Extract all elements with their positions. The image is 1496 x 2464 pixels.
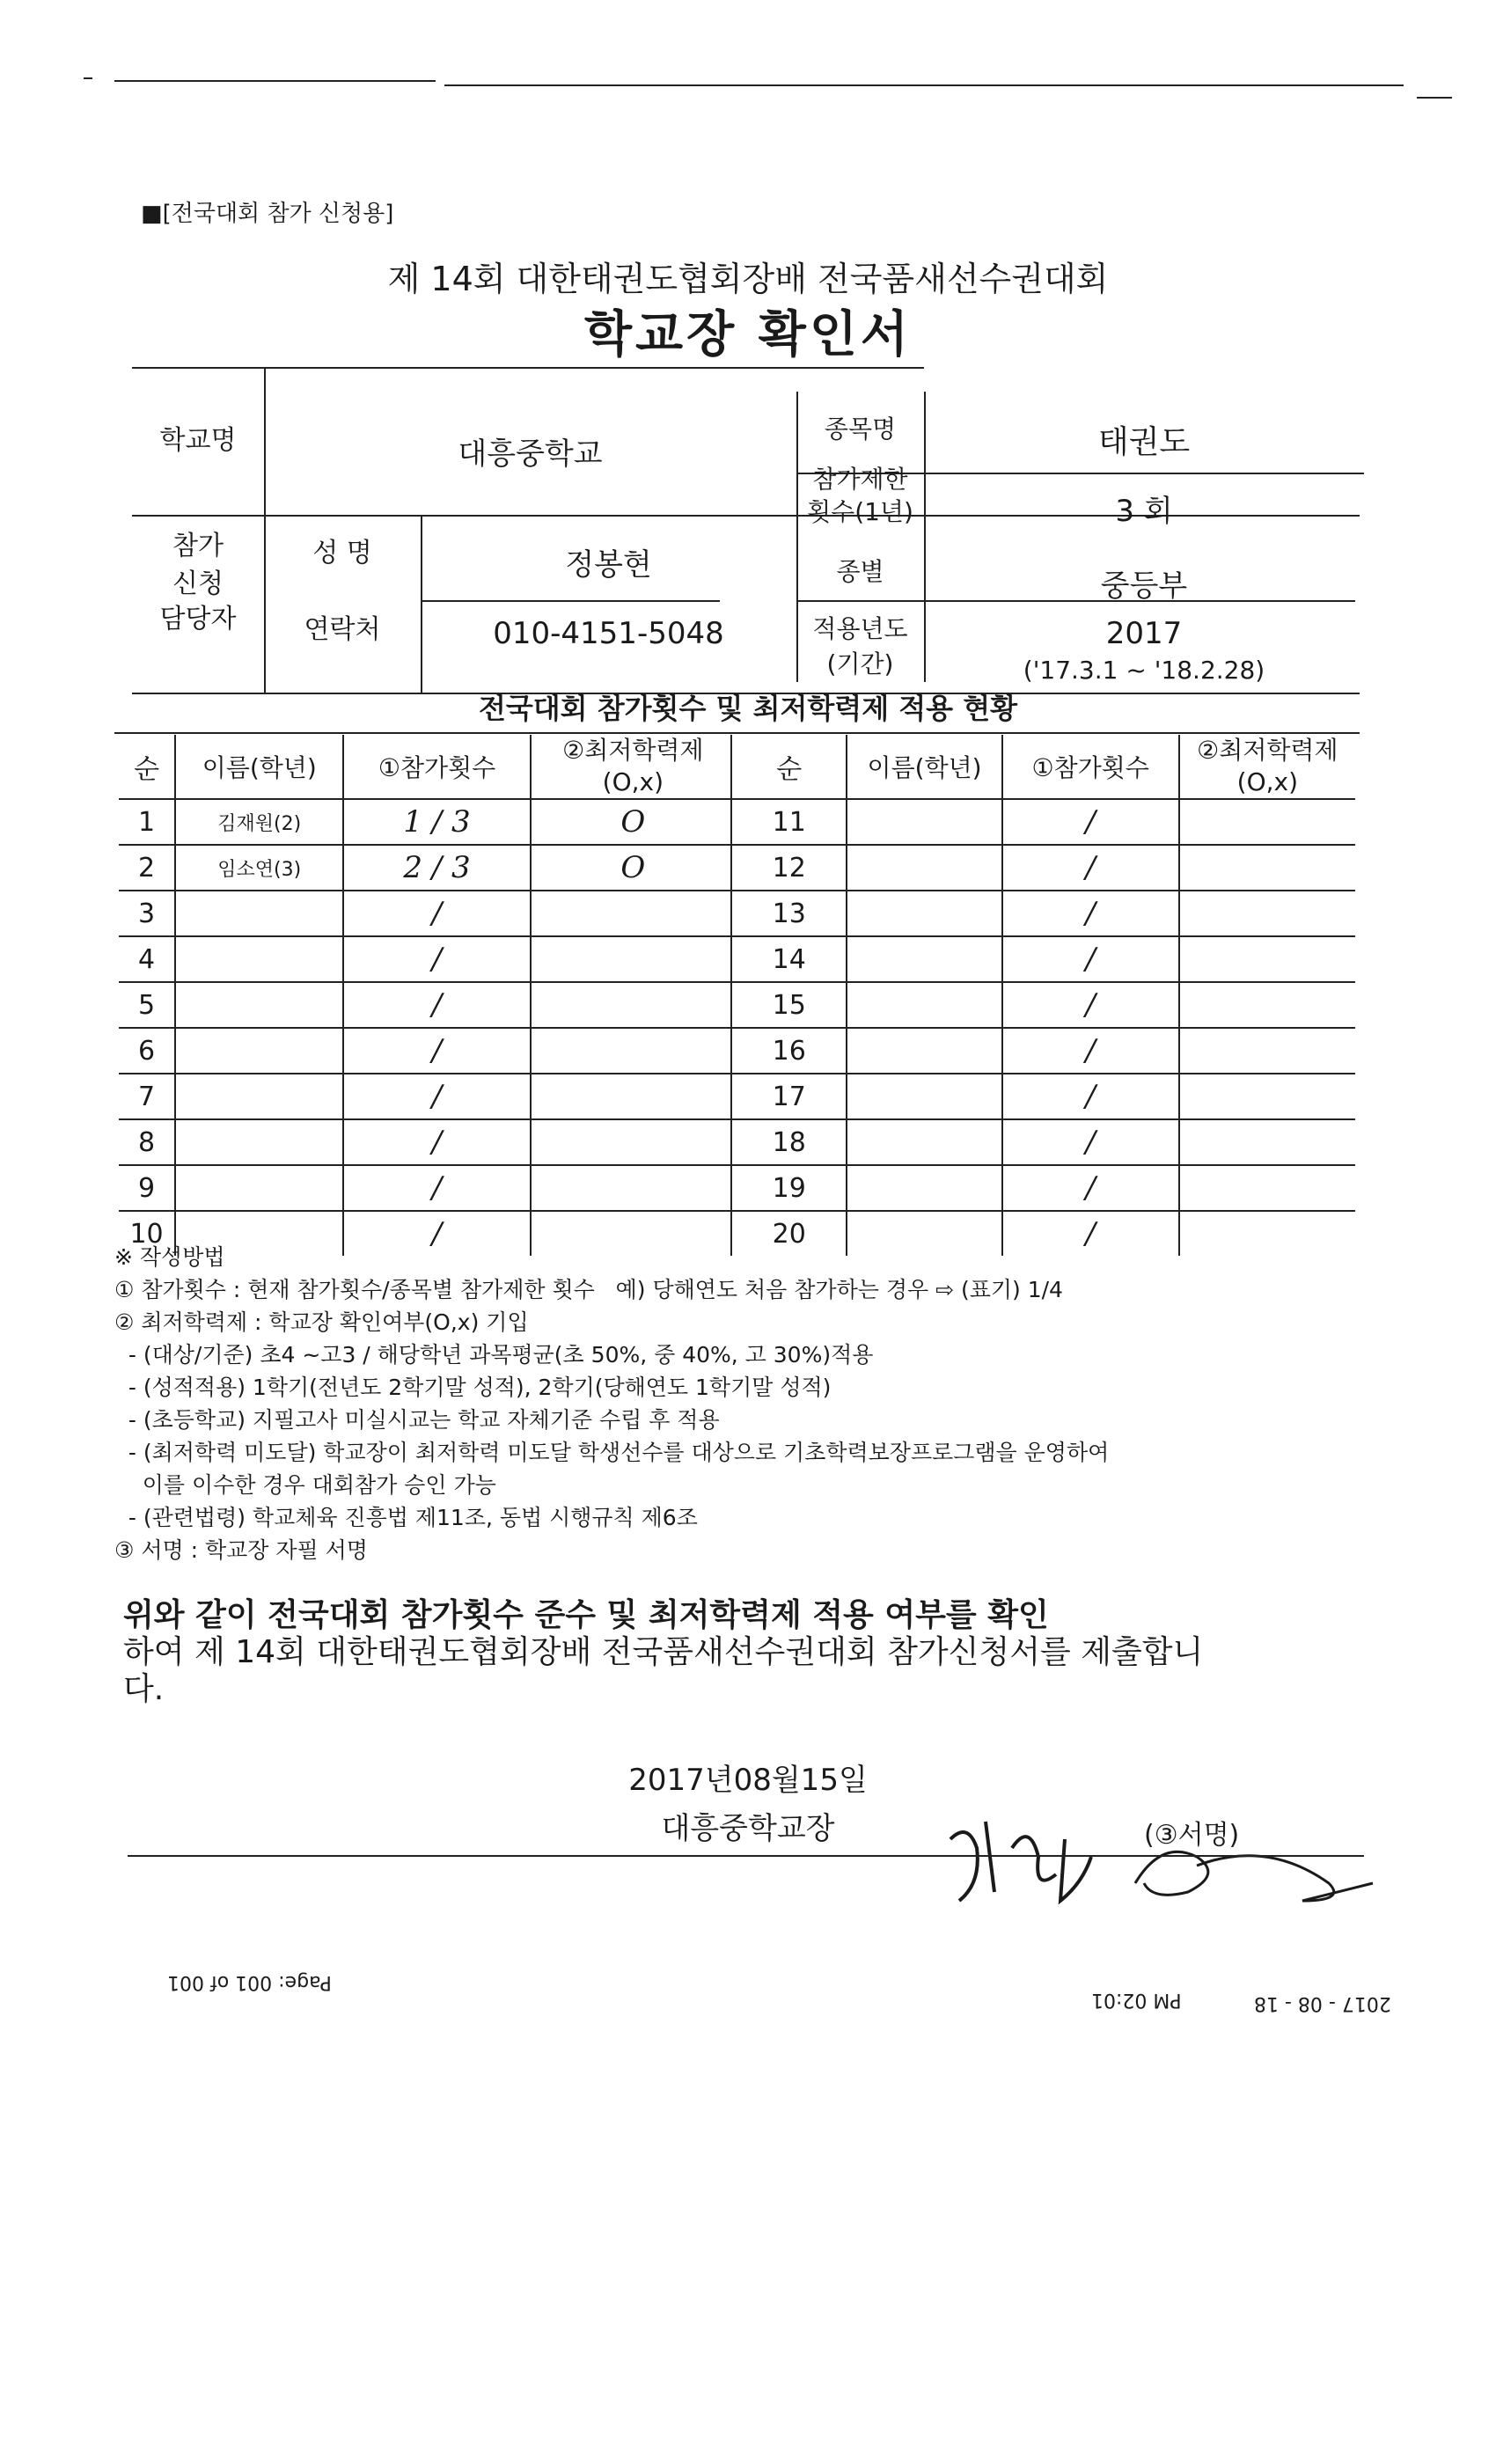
form-tag: ■[전국대회 참가 신청용] <box>141 201 394 227</box>
table-row <box>119 1074 735 1119</box>
participant-name-cell <box>847 936 1001 982</box>
participation-count-cell: 1 / 3 <box>343 799 530 845</box>
principal-title: 대흥중학교장 <box>661 1811 835 1846</box>
participation-count-cell: / <box>1002 1028 1179 1074</box>
table-row <box>119 1165 735 1211</box>
event-title: 제 14회 대한태권도협회장배 전국품새선수권대회 <box>387 260 1109 298</box>
period-value: ('17.3.1 ~ '18.2.28) <box>1023 656 1265 685</box>
header-academic <box>1179 735 1355 799</box>
manager-label-2: 신청 <box>172 568 224 599</box>
participant-name-cell <box>175 936 343 982</box>
table-row <box>119 845 735 891</box>
fax-page-footer: Page: 001 of 001 <box>167 1971 332 1993</box>
row-number-cell: 2 <box>119 845 175 891</box>
signature-rule <box>128 1855 1364 1857</box>
academic-check-cell <box>1179 1028 1355 1074</box>
academic-check-cell <box>1179 936 1355 982</box>
row-number-cell: 13 <box>731 891 847 936</box>
participation-count-cell: / <box>343 1028 530 1074</box>
table-row <box>119 891 735 936</box>
table-row <box>731 1119 1355 1165</box>
table-row <box>731 845 1355 891</box>
participant-name-cell <box>847 845 1001 891</box>
confirmation-block <box>123 1597 1355 1708</box>
participant-name-cell <box>175 1028 343 1074</box>
academic-check-cell <box>1179 891 1355 936</box>
participant-name-cell <box>847 982 1001 1028</box>
academic-check-cell: O <box>531 799 735 845</box>
table-row <box>731 799 1355 845</box>
contact-value: 010-4151-5048 <box>493 616 724 651</box>
participant-name-cell <box>175 1119 343 1165</box>
school-label: 학교명 <box>159 425 237 456</box>
division-value: 중등부 <box>1100 568 1188 604</box>
table-row <box>731 1165 1355 1211</box>
name-value: 정봉현 <box>565 547 652 583</box>
row-number-cell: 7 <box>119 1074 175 1119</box>
participation-count-cell: / <box>343 936 530 982</box>
participant-name-cell <box>847 1074 1001 1119</box>
table-header-row <box>731 735 1355 799</box>
academic-check-cell <box>1179 1074 1355 1119</box>
header-no: 순 <box>731 735 847 799</box>
confirmation-line-2: 하여 제 14회 대한태권도협회장배 전국품새선수권대회 참가신청서를 제출합니 <box>123 1634 1204 1670</box>
table-header-row <box>119 735 735 799</box>
row-number-cell: 10 <box>119 1211 175 1256</box>
row-number-cell: 11 <box>731 799 847 845</box>
instruction-line: - (관련법령) 학교체육 진흥법 제11조, 동법 시행규칙 제6조 <box>114 1505 698 1530</box>
participant-name-cell <box>847 799 1001 845</box>
limit-label-1: 참가제한 <box>812 465 908 494</box>
participation-count-cell: / <box>1002 1165 1179 1211</box>
instructions-block <box>114 1241 1364 1566</box>
info-top-border <box>132 367 924 369</box>
row-number-cell: 6 <box>119 1028 175 1074</box>
participation-count-cell: / <box>1002 845 1179 891</box>
year-value: 2017 <box>1105 616 1183 651</box>
participation-count-cell: / <box>343 1211 530 1256</box>
instruction-line: - (성적적용) 1학기(전년도 2학기말 성적), 2학기(당해연도 1학기말 성적) <box>114 1375 832 1400</box>
header-name: 이름(학년) <box>175 735 343 799</box>
year-label-1: 적용년도 <box>812 614 908 643</box>
table-row <box>731 1074 1355 1119</box>
participation-count-cell: / <box>1002 891 1179 936</box>
participant-name-cell <box>175 1165 343 1211</box>
participant-name-cell: 김재원(2) <box>175 799 343 845</box>
table-row <box>119 799 735 845</box>
academic-check-cell <box>1179 799 1355 845</box>
header-count: ①참가횟수 <box>343 735 530 799</box>
submission-date: 2017년08월15일 <box>628 1763 868 1798</box>
top-rule-3 <box>444 84 1404 86</box>
instruction-line: - (최저학력 미도달) 학교장이 최저학력 미도달 학생선수를 대상으로 기초학력보장프로그램을 운영하여 <box>114 1440 1110 1465</box>
manager-label-1: 참가 <box>172 531 224 561</box>
instruction-line: ※ 작성방법 <box>114 1244 225 1270</box>
academic-check-cell <box>531 936 735 982</box>
header-no: 순 <box>119 735 175 799</box>
instruction-line: ③ 서명 : 학교장 자필 서명 <box>114 1537 368 1563</box>
participation-count-cell: / <box>343 982 530 1028</box>
participation-count-cell: / <box>1002 982 1179 1028</box>
top-rule-1 <box>84 77 92 79</box>
fax-date-footer: 2017 - 08 - 18 <box>1254 1992 1391 2014</box>
academic-check-cell <box>531 891 735 936</box>
school-value: 대흥중학교 <box>458 436 603 472</box>
confirmation-line-1: 위와 같이 전국대회 참가횟수 준수 및 최저학력제 적용 여부를 확인 <box>123 1597 1049 1633</box>
limit-value: 3 회 <box>1115 494 1173 529</box>
row-number-cell: 19 <box>731 1165 847 1211</box>
header-academic-line-1: ②최저학력제 <box>562 736 704 765</box>
name-row-line-left <box>421 600 720 602</box>
row-number-cell: 12 <box>731 845 847 891</box>
instruction-line: - (초등학교) 지필고사 미실시교는 학교 자체기준 수립 후 적용 <box>114 1407 720 1433</box>
row-number-cell: 5 <box>119 982 175 1028</box>
contact-label: 연락처 <box>304 614 381 645</box>
header-name: 이름(학년) <box>847 735 1001 799</box>
row-number-cell: 15 <box>731 982 847 1028</box>
header-academic <box>531 735 735 799</box>
row-number-cell: 9 <box>119 1165 175 1211</box>
row-number-cell: 20 <box>731 1211 847 1256</box>
status-table-left <box>119 735 735 1256</box>
row-number-cell: 4 <box>119 936 175 982</box>
instruction-line: ① 참가횟수 : 현재 참가횟수/종목별 참가제한 횟수 예) 당해연도 처음 참가하는 경우 ⇨ (표기) 1/4 <box>114 1277 1063 1302</box>
confirmation-line-3: 다. <box>123 1671 165 1707</box>
participation-count-cell: 2 / 3 <box>343 845 530 891</box>
table-row <box>119 982 735 1028</box>
year-label-2: (기간) <box>826 649 894 678</box>
status-title: 전국대회 참가횟수 및 최저학력제 적용 현황 <box>478 692 1018 725</box>
participant-name-cell <box>847 891 1001 936</box>
academic-check-cell <box>1179 845 1355 891</box>
header-academic-line-1: ②최저학력제 <box>1197 736 1338 765</box>
participation-count-cell: / <box>343 891 530 936</box>
participant-name-cell: 임소연(3) <box>175 845 343 891</box>
academic-check-cell <box>531 982 735 1028</box>
header-count: ①참가횟수 <box>1002 735 1179 799</box>
instruction-line: 이를 이수한 경우 대회참가 승인 가능 <box>114 1472 496 1498</box>
status-table-right <box>730 735 1355 1256</box>
row-number-cell: 14 <box>731 936 847 982</box>
instruction-line: - (대상/기준) 초4 ~고3 / 해당학년 과목평균(초 50%, 중 40%, 고 30%)적용 <box>114 1342 874 1368</box>
participant-name-cell <box>175 982 343 1028</box>
academic-check-cell <box>1179 1119 1355 1165</box>
header-academic-line-2: (O,x) <box>1236 767 1299 796</box>
name-label: 성 명 <box>312 538 372 568</box>
row-number-cell: 18 <box>731 1119 847 1165</box>
participation-count-cell: / <box>1002 1074 1179 1119</box>
table-row <box>119 1028 735 1074</box>
sport-label: 종목명 <box>824 414 897 444</box>
academic-check-cell <box>1179 982 1355 1028</box>
table-row <box>731 936 1355 982</box>
header-academic-line-2: (O,x) <box>602 767 664 796</box>
row-number-cell: 3 <box>119 891 175 936</box>
participation-count-cell: / <box>1002 936 1179 982</box>
academic-check-cell: O <box>531 845 735 891</box>
participant-name-cell <box>175 891 343 936</box>
participation-count-cell: / <box>1002 799 1179 845</box>
participation-count-cell: / <box>1002 1211 1179 1256</box>
participation-count-cell: / <box>343 1119 530 1165</box>
participation-count-cell: / <box>1002 1119 1179 1165</box>
participant-name-cell <box>847 1165 1001 1211</box>
row-number-cell: 1 <box>119 799 175 845</box>
participation-count-cell: / <box>343 1165 530 1211</box>
signature-note: (③서명) <box>1144 1820 1240 1851</box>
division-label: 종별 <box>836 557 884 586</box>
academic-check-cell <box>531 1165 735 1211</box>
top-rule-2 <box>114 80 436 82</box>
row-number-cell: 17 <box>731 1074 847 1119</box>
participation-count-cell: / <box>343 1074 530 1119</box>
row-number-cell: 8 <box>119 1119 175 1165</box>
principal-signature <box>933 1786 1390 1927</box>
top-rule-4 <box>1417 97 1452 99</box>
academic-check-cell <box>531 1028 735 1074</box>
instruction-line: ② 최저학력제 : 학교장 확인여부(O,x) 기입 <box>114 1309 529 1335</box>
status-table-top <box>114 732 1360 734</box>
limit-label-2: 횟수(1년) <box>807 497 913 526</box>
table-row <box>731 891 1355 936</box>
table-row <box>731 1028 1355 1074</box>
participant-name-cell <box>847 1119 1001 1165</box>
row-number-cell: 16 <box>731 1028 847 1074</box>
participant-name-cell <box>847 1028 1001 1074</box>
document-title: 학교장 확인서 <box>583 306 913 363</box>
table-row <box>731 982 1355 1028</box>
table-row <box>119 936 735 982</box>
table-row <box>119 1119 735 1165</box>
academic-check-cell <box>531 1119 735 1165</box>
fax-time-footer: PM 02:01 <box>1091 1989 1182 2011</box>
academic-check-cell <box>1179 1165 1355 1211</box>
academic-check-cell <box>531 1074 735 1119</box>
participant-name-cell <box>175 1074 343 1119</box>
manager-label-3: 담당자 <box>159 604 237 634</box>
sport-value: 태권도 <box>1097 424 1191 460</box>
